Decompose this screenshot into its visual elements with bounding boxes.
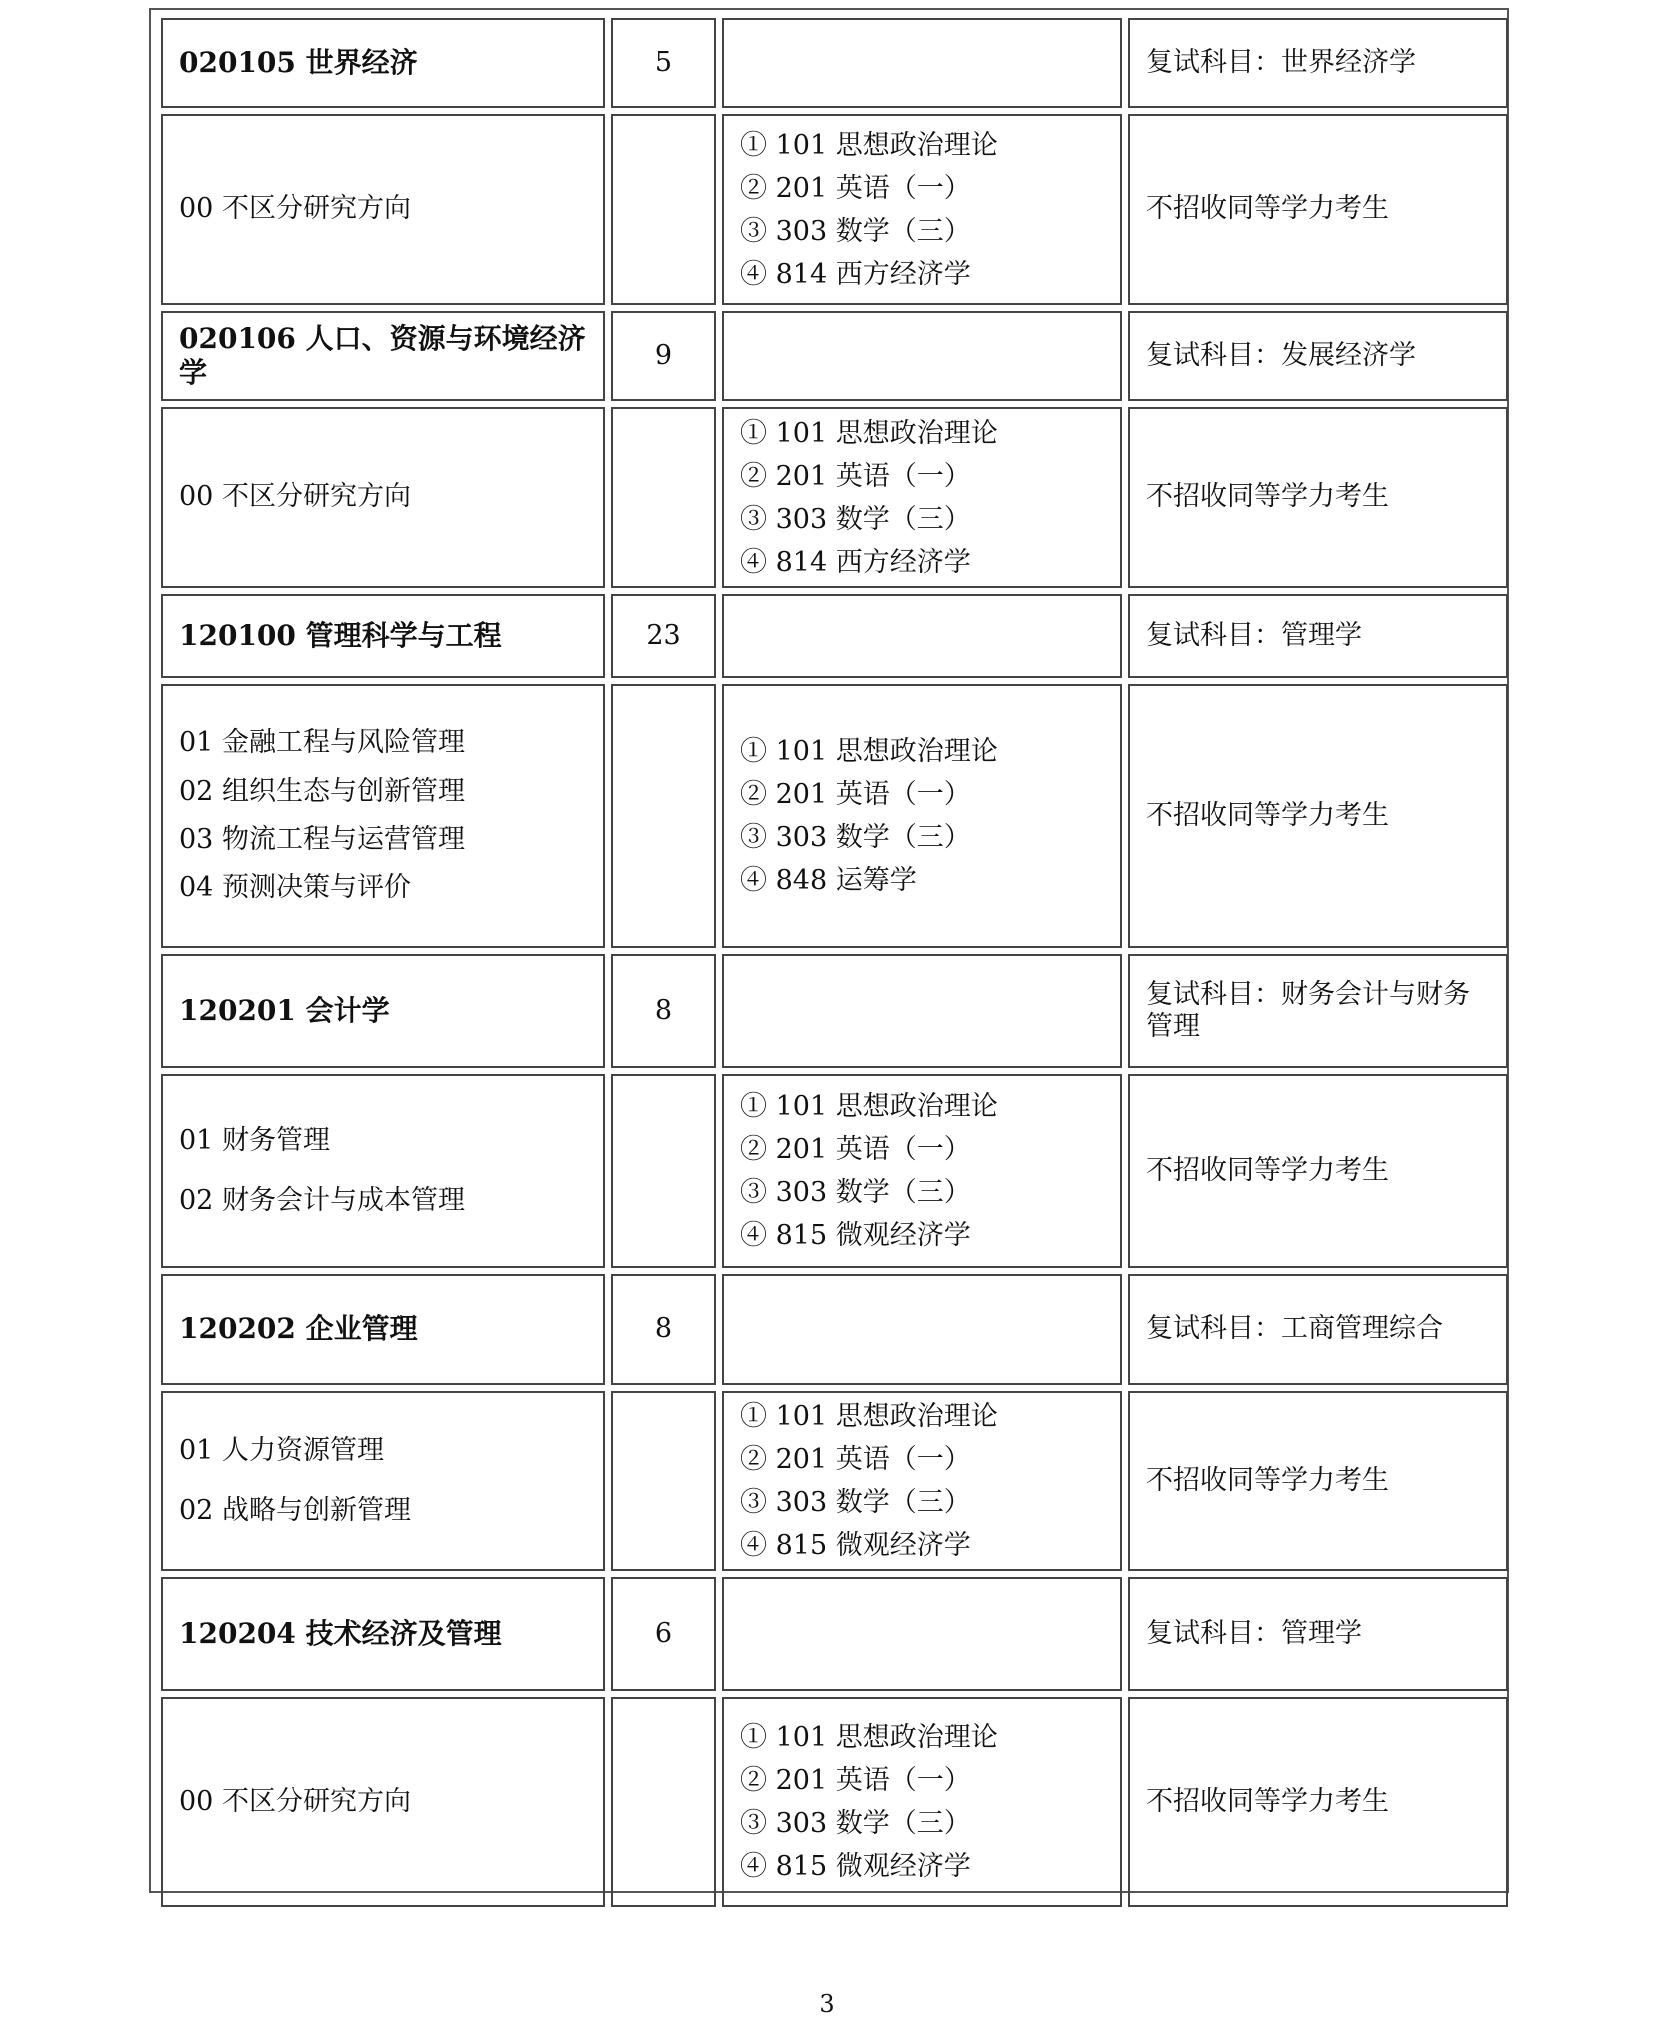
exam-subject: ④ 814 西方经济学 <box>740 258 971 290</box>
major-name: 管理科学与工程 <box>305 618 502 652</box>
exam-cell <box>722 114 1122 305</box>
exam-subject: ② 201 英语（一） <box>740 1134 971 1165</box>
major-row <box>161 954 1508 1068</box>
direction-item: 02 财务会计与成本管理 <box>179 1185 465 1216</box>
major-cell <box>161 954 605 1068</box>
detail-row <box>161 1391 1508 1571</box>
detail-row <box>161 407 1508 588</box>
exam-subject: ① 101 思想政治理论 <box>740 1091 998 1122</box>
exam-subject: ③ 303 数学（三） <box>740 1177 971 1208</box>
exam-subject: ① 101 思想政治理论 <box>740 1722 998 1753</box>
direction-cell <box>161 684 605 948</box>
quota-cell: 8 <box>611 1274 716 1385</box>
exam-subject: ④ 814 西方经济学 <box>740 546 971 578</box>
direction-cell <box>161 407 605 588</box>
note-cell: 复试科目：管理学 <box>1128 594 1508 678</box>
quota-cell <box>611 1697 716 1907</box>
exam-subject: ③ 303 数学（三） <box>740 215 971 247</box>
note-cell: 不招收同等学力考生 <box>1128 407 1508 588</box>
exam-subject: ④ 848 运筹学 <box>740 865 917 896</box>
exam-cell <box>722 1074 1122 1268</box>
major-cell <box>161 18 605 108</box>
exam-subject: ① 101 思想政治理论 <box>740 129 998 161</box>
quota-cell: 6 <box>611 1577 716 1691</box>
quota-cell <box>611 684 716 948</box>
major-cell <box>161 1274 605 1385</box>
major-cell <box>161 594 605 678</box>
exam-cell <box>722 1577 1122 1691</box>
note-cell: 不招收同等学力考生 <box>1128 1391 1508 1571</box>
note-cell: 不招收同等学力考生 <box>1128 1074 1508 1268</box>
major-cell <box>161 311 605 401</box>
direction-item: 01 人力资源管理 <box>179 1434 384 1466</box>
exam-subject: ① 101 思想政治理论 <box>740 1401 998 1432</box>
note-cell: 复试科目：工商管理综合 <box>1128 1274 1508 1385</box>
quota-cell <box>611 114 716 305</box>
note-cell: 复试科目：财务会计与财务管理 <box>1128 954 1508 1068</box>
exam-cell <box>722 684 1122 948</box>
exam-subject: ③ 303 数学（三） <box>740 822 971 853</box>
major-code: 120100 <box>179 618 296 652</box>
exam-subject: ② 201 英语（一） <box>740 460 971 492</box>
document-table-frame <box>149 8 1509 1893</box>
quota-cell <box>611 1391 716 1571</box>
note-cell: 复试科目：管理学 <box>1128 1577 1508 1691</box>
exam-subject: ② 201 英语（一） <box>740 1444 971 1475</box>
detail-row <box>161 1697 1508 1907</box>
quota-cell: 5 <box>611 18 716 108</box>
direction-item: 03 物流工程与运营管理 <box>179 824 465 855</box>
major-code: 020106 <box>179 321 296 355</box>
detail-row <box>161 684 1508 948</box>
exam-subject: ② 201 英语（一） <box>740 172 971 204</box>
quota-cell: 23 <box>611 594 716 678</box>
exam-cell <box>722 954 1122 1068</box>
exam-subject: ③ 303 数学（三） <box>740 1487 971 1518</box>
exam-subject: ② 201 英语（一） <box>740 1765 971 1796</box>
major-name: 企业管理 <box>305 1312 418 1346</box>
quota-cell: 9 <box>611 311 716 401</box>
direction-cell <box>161 1391 605 1571</box>
exam-cell <box>722 311 1122 401</box>
direction-item: 00 不区分研究方向 <box>179 193 411 225</box>
major-code: 120201 <box>179 993 296 1027</box>
exam-subject: ④ 815 微观经济学 <box>740 1851 971 1882</box>
exam-subject: ④ 815 微观经济学 <box>740 1530 971 1561</box>
exam-cell <box>722 1391 1122 1571</box>
major-code: 120202 <box>179 1312 296 1346</box>
exam-subject: ③ 303 数学（三） <box>740 503 971 535</box>
exam-subject: ① 101 思想政治理论 <box>740 736 998 767</box>
quota-cell <box>611 407 716 588</box>
major-row <box>161 18 1508 108</box>
note-cell: 不招收同等学力考生 <box>1128 684 1508 948</box>
direction-cell <box>161 114 605 305</box>
major-name: 技术经济及管理 <box>305 1616 502 1650</box>
exam-cell <box>722 1697 1122 1907</box>
direction-item: 01 金融工程与风险管理 <box>179 727 465 759</box>
major-row <box>161 1274 1508 1385</box>
enrollment-table <box>155 12 1514 1913</box>
direction-item: 01 财务管理 <box>179 1124 330 1156</box>
exam-subject: ① 101 思想政治理论 <box>740 417 998 449</box>
major-name: 会计学 <box>305 993 390 1027</box>
major-name: 世界经济 <box>305 45 418 79</box>
exam-subject: ③ 303 数学（三） <box>740 1808 971 1839</box>
quota-cell: 8 <box>611 954 716 1068</box>
direction-item: 02 组织生态与创新管理 <box>179 775 465 807</box>
major-code: 120204 <box>179 1616 296 1650</box>
page-number: 3 <box>819 1990 835 2018</box>
exam-cell <box>722 407 1122 588</box>
direction-cell <box>161 1074 605 1268</box>
note-cell: 不招收同等学力考生 <box>1128 1697 1508 1907</box>
exam-subject: ② 201 英语（一） <box>740 779 971 810</box>
quota-cell <box>611 1074 716 1268</box>
direction-cell <box>161 1697 605 1907</box>
exam-subject: ④ 815 微观经济学 <box>740 1220 971 1251</box>
direction-item: 04 预测决策与评价 <box>179 872 411 904</box>
direction-item: 00 不区分研究方向 <box>179 1785 411 1817</box>
major-row <box>161 594 1508 678</box>
exam-cell <box>722 18 1122 108</box>
detail-row <box>161 114 1508 305</box>
major-name: 人口、资源与环境经济学 <box>179 321 586 389</box>
exam-cell <box>722 1274 1122 1385</box>
detail-row <box>161 1074 1508 1268</box>
major-cell <box>161 1577 605 1691</box>
note-cell: 不招收同等学力考生 <box>1128 114 1508 305</box>
note-cell: 复试科目：发展经济学 <box>1128 311 1508 401</box>
direction-item: 02 战略与创新管理 <box>179 1495 411 1526</box>
direction-item: 00 不区分研究方向 <box>179 481 411 513</box>
note-cell: 复试科目：世界经济学 <box>1128 18 1508 108</box>
exam-cell <box>722 594 1122 678</box>
major-row <box>161 1577 1508 1691</box>
major-row <box>161 311 1508 401</box>
major-code: 020105 <box>179 45 296 79</box>
